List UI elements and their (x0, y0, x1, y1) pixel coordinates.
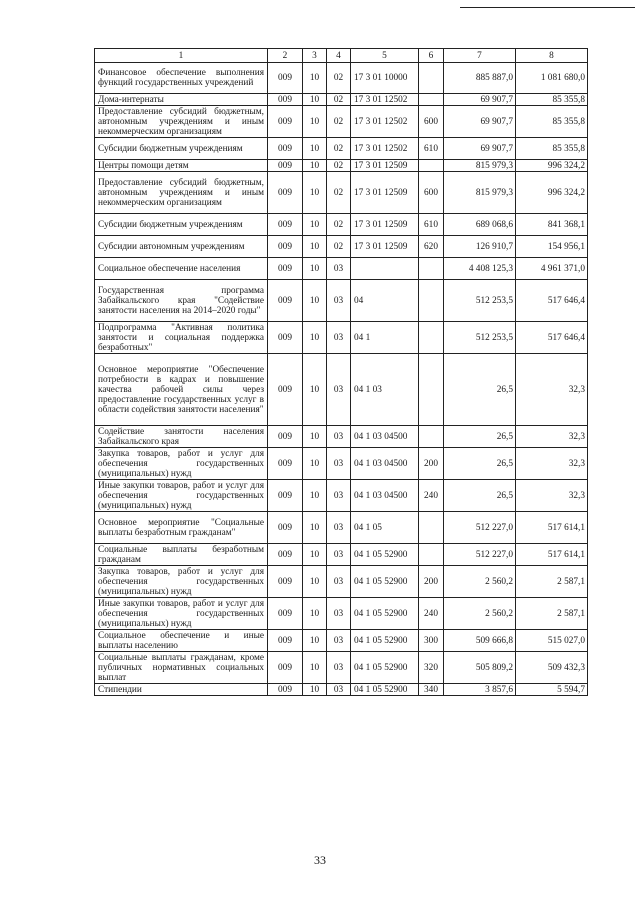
row-col3-cell: 10 (303, 426, 327, 448)
row-col7-cell: 512 227,0 (444, 544, 516, 566)
row-col8-cell: 841 368,1 (516, 214, 588, 236)
row-col8-cell: 515 027,0 (516, 630, 588, 652)
row-col7-cell: 512 253,5 (444, 280, 516, 322)
row-col5-cell: 17 3 01 10000 (351, 63, 419, 94)
row-col4-cell: 03 (327, 322, 351, 354)
row-col3-cell: 10 (303, 94, 327, 106)
row-col5-cell: 04 (351, 280, 419, 322)
row-col8-cell: 996 324,2 (516, 160, 588, 172)
row-col3-cell: 10 (303, 354, 327, 426)
row-name-cell: Государственная программа Забайкальского края "Содействие занятости населения на 2014–2020 годы" (95, 280, 268, 322)
row-name-cell: Дома-интернаты (95, 94, 268, 106)
row-name-cell: Социальное обеспечение и иные выплаты населению (95, 630, 268, 652)
row-name-cell: Финансовое обеспечение выполнения функций государственных учреждений (95, 63, 268, 94)
header-cell-2: 2 (268, 49, 303, 63)
row-col3-cell: 10 (303, 322, 327, 354)
row-col2-cell: 009 (268, 138, 303, 160)
row-col3-cell: 10 (303, 512, 327, 544)
row-col3-cell: 10 (303, 280, 327, 322)
row-col8-cell: 85 355,8 (516, 138, 588, 160)
row-col2-cell: 009 (268, 214, 303, 236)
row-col6-cell: 300 (419, 630, 444, 652)
row-col7-cell: 126 910,7 (444, 236, 516, 258)
row-col7-cell: 815 979,3 (444, 172, 516, 214)
row-col8-cell: 5 594,7 (516, 684, 588, 696)
row-col7-cell: 2 560,2 (444, 598, 516, 630)
row-col2-cell: 009 (268, 160, 303, 172)
row-col3-cell: 10 (303, 684, 327, 696)
row-col7-cell: 69 907,7 (444, 138, 516, 160)
row-col7-cell: 505 809,2 (444, 652, 516, 684)
row-name-cell: Субсидии автономным учреждениям (95, 236, 268, 258)
row-col5-cell: 04 1 03 04500 (351, 448, 419, 480)
table-row (95, 630, 588, 652)
row-col7-cell: 509 666,8 (444, 630, 516, 652)
page-number: 33 (314, 853, 326, 867)
table-row (95, 322, 588, 354)
row-col8-cell: 85 355,8 (516, 94, 588, 106)
row-col2-cell: 009 (268, 598, 303, 630)
table-row (95, 544, 588, 566)
row-col6-cell (419, 63, 444, 94)
row-col8-cell: 32,3 (516, 480, 588, 512)
row-col5-cell: 17 3 01 12502 (351, 138, 419, 160)
row-col4-cell: 03 (327, 544, 351, 566)
row-col6-cell: 320 (419, 652, 444, 684)
row-col6-cell (419, 544, 444, 566)
table-row (95, 652, 588, 684)
row-col6-cell: 610 (419, 138, 444, 160)
row-col5-cell: 04 1 03 04500 (351, 426, 419, 448)
row-col4-cell: 03 (327, 448, 351, 480)
row-col8-cell: 32,3 (516, 354, 588, 426)
row-col5-cell (351, 258, 419, 280)
top-rule (460, 7, 635, 8)
row-col4-cell: 02 (327, 160, 351, 172)
row-col8-cell: 2 587,1 (516, 566, 588, 598)
row-col8-cell: 32,3 (516, 448, 588, 480)
row-col4-cell: 03 (327, 630, 351, 652)
row-col2-cell: 009 (268, 544, 303, 566)
row-col4-cell: 03 (327, 512, 351, 544)
row-col6-cell: 600 (419, 172, 444, 214)
row-col8-cell: 517 614,1 (516, 512, 588, 544)
row-col2-cell: 009 (268, 172, 303, 214)
header-cell-1: 1 (95, 49, 268, 63)
row-col2-cell: 009 (268, 106, 303, 138)
row-col8-cell: 154 956,1 (516, 236, 588, 258)
row-col6-cell: 200 (419, 566, 444, 598)
row-name-cell: Закупка товаров, работ и услуг для обеспечения государственных (муниципальных) нужд (95, 566, 268, 598)
row-name-cell: Социальное обеспечение населения (95, 258, 268, 280)
row-col5-cell: 04 1 05 52900 (351, 544, 419, 566)
row-col8-cell: 517 646,4 (516, 280, 588, 322)
row-col3-cell: 10 (303, 448, 327, 480)
header-cell-7: 7 (444, 49, 516, 63)
table-body (95, 49, 588, 696)
row-col6-cell: 600 (419, 106, 444, 138)
row-col6-cell (419, 258, 444, 280)
row-col7-cell: 69 907,7 (444, 106, 516, 138)
row-col2-cell: 009 (268, 236, 303, 258)
table-row (95, 258, 588, 280)
row-col4-cell: 02 (327, 236, 351, 258)
row-col7-cell: 26,5 (444, 480, 516, 512)
row-col8-cell: 509 432,3 (516, 652, 588, 684)
row-col2-cell: 009 (268, 354, 303, 426)
row-name-cell: Основное мероприятие "Обеспечение потребности в кадрах и повышение качества рабочей силы через предоставление государственных услуг в области содействия занятости населения" (95, 354, 268, 426)
row-col2-cell: 009 (268, 630, 303, 652)
row-col8-cell: 1 081 680,0 (516, 63, 588, 94)
row-col3-cell: 10 (303, 544, 327, 566)
row-col3-cell: 10 (303, 258, 327, 280)
row-name-cell: Субсидии бюджетным учреждениям (95, 138, 268, 160)
row-col6-cell: 340 (419, 684, 444, 696)
row-col2-cell: 009 (268, 448, 303, 480)
table-row (95, 94, 588, 106)
header-row (95, 49, 588, 63)
row-col5-cell: 04 1 03 (351, 354, 419, 426)
row-col4-cell: 02 (327, 106, 351, 138)
row-col7-cell: 689 068,6 (444, 214, 516, 236)
row-col7-cell: 26,5 (444, 448, 516, 480)
row-name-cell: Социальные выплаты гражданам, кроме публичных нормативных социальных выплат (95, 652, 268, 684)
row-name-cell: Субсидии бюджетным учреждениям (95, 214, 268, 236)
row-name-cell: Закупка товаров, работ и услуг для обеспечения государственных (муниципальных) нужд (95, 448, 268, 480)
row-col5-cell: 04 1 05 (351, 512, 419, 544)
row-col2-cell: 009 (268, 426, 303, 448)
row-col2-cell: 009 (268, 63, 303, 94)
header-cell-5: 5 (351, 49, 419, 63)
row-col3-cell: 10 (303, 106, 327, 138)
table-row (95, 480, 588, 512)
row-col4-cell: 03 (327, 652, 351, 684)
header-cell-4: 4 (327, 49, 351, 63)
row-name-cell: Центры помощи детям (95, 160, 268, 172)
table-row (95, 138, 588, 160)
row-col3-cell: 10 (303, 630, 327, 652)
row-col3-cell: 10 (303, 236, 327, 258)
row-col7-cell: 4 408 125,3 (444, 258, 516, 280)
table-row (95, 426, 588, 448)
row-col6-cell (419, 322, 444, 354)
row-col6-cell (419, 160, 444, 172)
row-name-cell: Подпрограмма "Активная политика занятости и социальная поддержка безработных" (95, 322, 268, 354)
row-col5-cell: 17 3 01 12509 (351, 160, 419, 172)
row-col7-cell: 26,5 (444, 354, 516, 426)
row-col4-cell: 03 (327, 598, 351, 630)
table-row (95, 214, 588, 236)
row-name-cell: Предоставление субсидий бюджетным, автономным учреждениям и иным некоммерческим организациям (95, 106, 268, 138)
row-col7-cell: 512 253,5 (444, 322, 516, 354)
row-name-cell: Стипендии (95, 684, 268, 696)
row-col4-cell: 03 (327, 566, 351, 598)
table-row (95, 598, 588, 630)
row-col8-cell: 517 646,4 (516, 322, 588, 354)
row-col2-cell: 009 (268, 566, 303, 598)
row-col4-cell: 03 (327, 354, 351, 426)
row-col4-cell: 03 (327, 684, 351, 696)
header-cell-6: 6 (419, 49, 444, 63)
row-col7-cell: 69 907,7 (444, 94, 516, 106)
table-row (95, 566, 588, 598)
row-col4-cell: 02 (327, 138, 351, 160)
row-col3-cell: 10 (303, 160, 327, 172)
row-col2-cell: 009 (268, 258, 303, 280)
row-col3-cell: 10 (303, 566, 327, 598)
row-col5-cell: 04 1 05 52900 (351, 684, 419, 696)
row-col2-cell: 009 (268, 684, 303, 696)
table-row (95, 512, 588, 544)
row-col3-cell: 10 (303, 598, 327, 630)
row-name-cell: Предоставление субсидий бюджетным, автономным учреждениям и иным некоммерческим организациям (95, 172, 268, 214)
row-col3-cell: 10 (303, 214, 327, 236)
row-col8-cell: 2 587,1 (516, 598, 588, 630)
row-col7-cell: 2 560,2 (444, 566, 516, 598)
table-row (95, 280, 588, 322)
row-col8-cell: 996 324,2 (516, 172, 588, 214)
row-col5-cell: 04 1 (351, 322, 419, 354)
row-col6-cell: 610 (419, 214, 444, 236)
row-col7-cell: 512 227,0 (444, 512, 516, 544)
budget-table (94, 48, 588, 696)
row-col8-cell: 517 614,1 (516, 544, 588, 566)
row-name-cell: Социальные выплаты безработным гражданам (95, 544, 268, 566)
row-col6-cell: 200 (419, 448, 444, 480)
row-col7-cell: 885 887,0 (444, 63, 516, 94)
row-col6-cell: 240 (419, 598, 444, 630)
row-col5-cell: 17 3 01 12509 (351, 172, 419, 214)
row-col3-cell: 10 (303, 172, 327, 214)
row-col4-cell: 02 (327, 63, 351, 94)
row-col6-cell: 240 (419, 480, 444, 512)
row-col8-cell: 32,3 (516, 426, 588, 448)
row-col4-cell: 02 (327, 214, 351, 236)
row-col2-cell: 009 (268, 480, 303, 512)
row-col6-cell (419, 354, 444, 426)
row-name-cell: Основное мероприятие "Социальные выплаты безработным гражданам" (95, 512, 268, 544)
row-col3-cell: 10 (303, 652, 327, 684)
table-row (95, 448, 588, 480)
row-col4-cell: 02 (327, 94, 351, 106)
row-col8-cell: 4 961 371,0 (516, 258, 588, 280)
row-col4-cell: 03 (327, 480, 351, 512)
row-col5-cell: 04 1 05 52900 (351, 630, 419, 652)
header-cell-3: 3 (303, 49, 327, 63)
row-col6-cell (419, 280, 444, 322)
row-col7-cell: 3 857,6 (444, 684, 516, 696)
row-col5-cell: 04 1 03 04500 (351, 480, 419, 512)
row-col5-cell: 04 1 05 52900 (351, 566, 419, 598)
row-col4-cell: 02 (327, 172, 351, 214)
row-col2-cell: 009 (268, 512, 303, 544)
row-col3-cell: 10 (303, 480, 327, 512)
row-col6-cell (419, 94, 444, 106)
table-row (95, 63, 588, 94)
row-name-cell: Иные закупки товаров, работ и услуг для обеспечения государственных (муниципальных) нужд (95, 598, 268, 630)
table-row (95, 354, 588, 426)
row-col7-cell: 815 979,3 (444, 160, 516, 172)
row-col2-cell: 009 (268, 280, 303, 322)
header-cell-8: 8 (516, 49, 588, 63)
row-col3-cell: 10 (303, 138, 327, 160)
row-col5-cell: 17 3 01 12509 (351, 236, 419, 258)
row-col3-cell: 10 (303, 63, 327, 94)
row-col8-cell: 85 355,8 (516, 106, 588, 138)
row-col2-cell: 009 (268, 322, 303, 354)
row-col7-cell: 26,5 (444, 426, 516, 448)
row-col6-cell (419, 426, 444, 448)
table-row (95, 236, 588, 258)
row-col6-cell (419, 512, 444, 544)
row-col5-cell: 04 1 05 52900 (351, 652, 419, 684)
row-col5-cell: 17 3 01 12502 (351, 106, 419, 138)
table-row (95, 106, 588, 138)
table-row (95, 160, 588, 172)
row-col5-cell: 17 3 01 12502 (351, 94, 419, 106)
row-col2-cell: 009 (268, 652, 303, 684)
row-col4-cell: 03 (327, 280, 351, 322)
row-col5-cell: 04 1 05 52900 (351, 598, 419, 630)
table-row (95, 684, 588, 696)
row-col2-cell: 009 (268, 94, 303, 106)
row-col5-cell: 17 3 01 12509 (351, 214, 419, 236)
table-row (95, 172, 588, 214)
row-name-cell: Содействие занятости населения Забайкальского края (95, 426, 268, 448)
row-col4-cell: 03 (327, 258, 351, 280)
row-name-cell: Иные закупки товаров, работ и услуг для обеспечения государственных (муниципальных) нужд (95, 480, 268, 512)
row-col4-cell: 03 (327, 426, 351, 448)
row-col6-cell: 620 (419, 236, 444, 258)
